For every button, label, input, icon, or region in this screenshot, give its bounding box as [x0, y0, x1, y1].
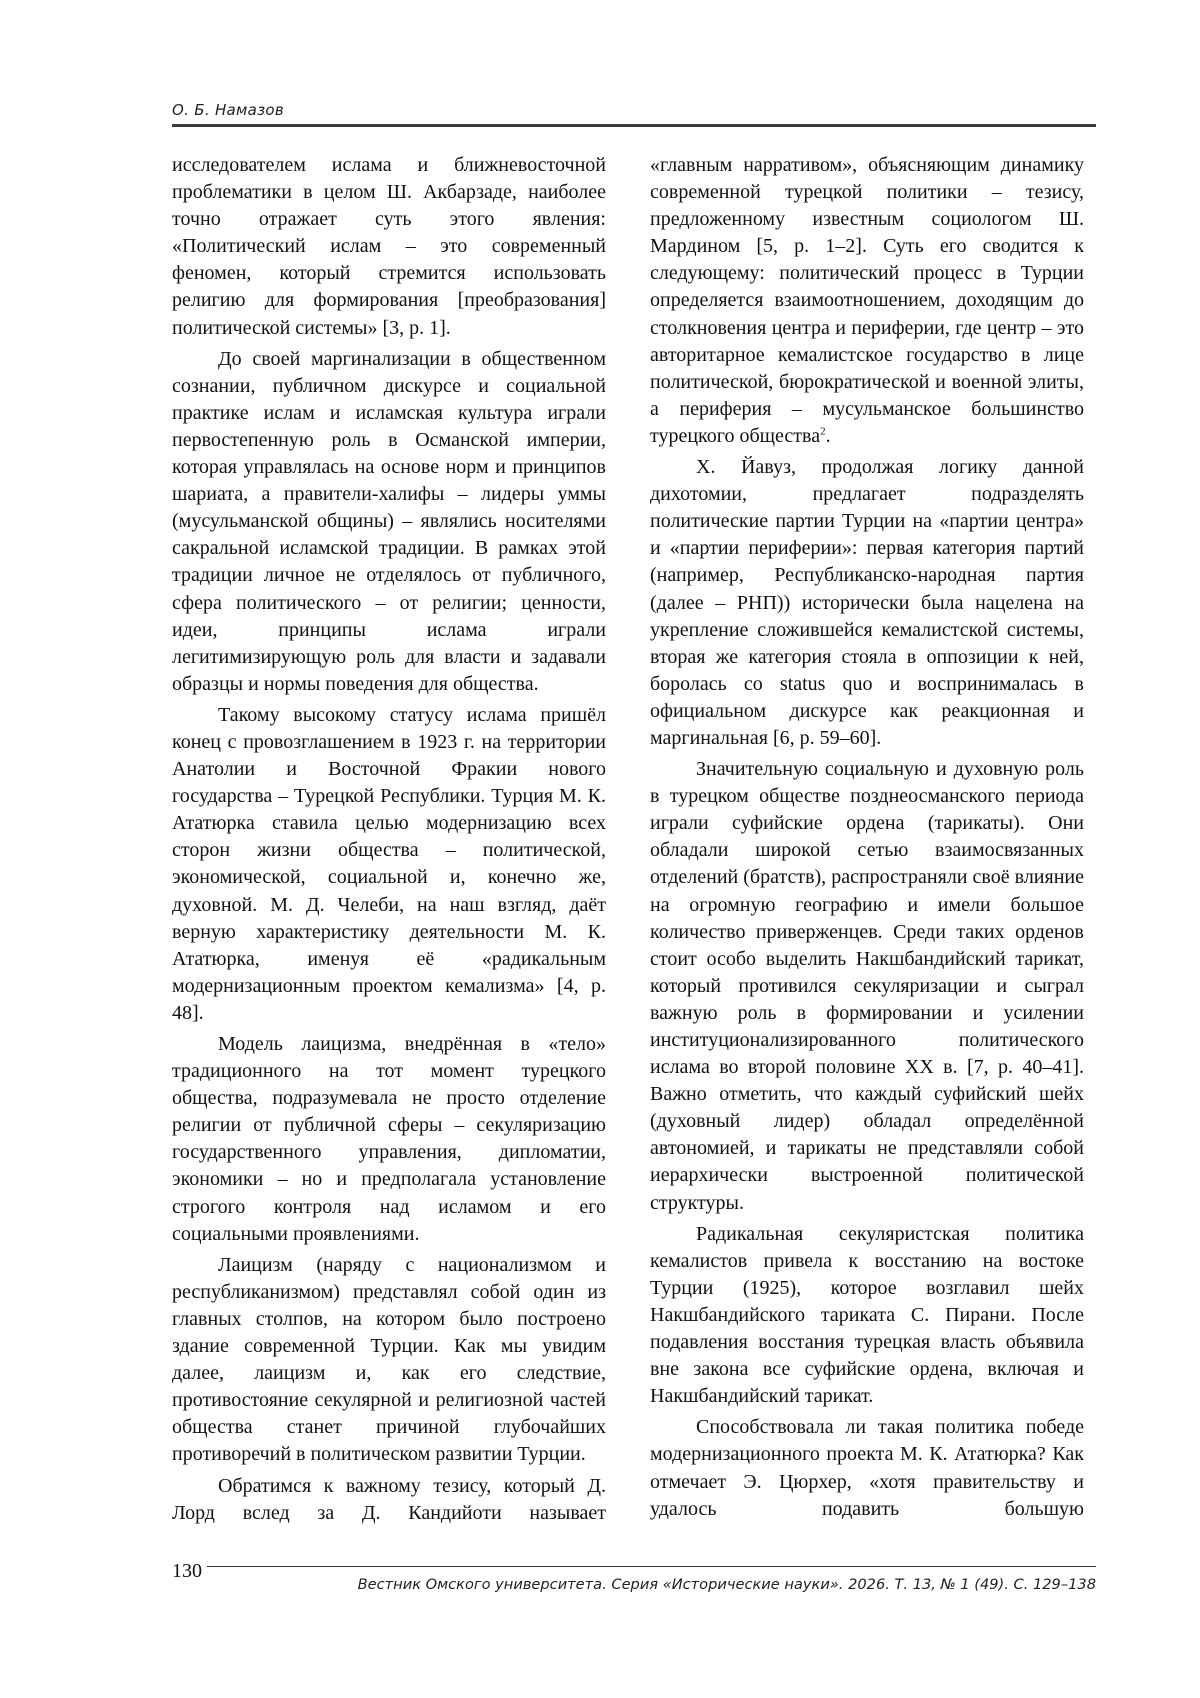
- left-column: [172, 152, 606, 1552]
- paragraph: [650, 152, 1084, 450]
- paragraph: Обратимся к важному тезису, который Д. Лорд вслед за Д. Кандийоти называет: [172, 1474, 606, 1524]
- paragraph-text: «главным нарративом», объясняющим динамику современной турецкой политики – тезису, предложенному известным социологом Ш. Мардином [5, p. 1–2]. Суть его сводится к следующему: политический процесс в Турции определяется взаимоотношением, доходящим до столкновения центра и периферии, где центр – это авторитарное кемалистское государство в лице политической, бюрократической и военной элиты, а периферия – мусульманское большинство турецкого общества: [650, 154, 1084, 447]
- header-rule: [172, 124, 1096, 127]
- paragraph: Способствовала ли такая политика победе модернизационного проекта М. К. Ататюрка? Как отмечает Э. Цюрхер, «хотя правительству и удалось подавить большую: [650, 1416, 1084, 1520]
- paragraph: Х. Йавуз, продолжая логику данной дихотомии, предлагает подразделять политические партии Турции на «партии центра» и «партии периферии»: первая категория партий (например, Республиканско-народная партия (далее – РНП)) исторически была нацелена на укрепление сложившейся кемалистской системы, вторая же категория стояла в оппозиции к ней, боролась со status quo и воспринималась в официальном дискурсе как реакционная и маргинальная [6, p. 59–60].: [650, 456, 1084, 749]
- paragraph: Такому высокому статусу ислама пришёл конец с провозглашением в 1923 г. на территории Анатолии и Восточной Фракии нового государства – Турецкой Республики. Турция М. К. Ататюрка ставила целью модернизацию всех сторон жизни общества – политической, экономической, социальной и, конечно же, духовной. М. Д. Челеби, на наш взгляд, даёт верную характеристику деятельности М. К. Ататюрка, именуя её «радикальным модернизационным проектом кемализма» [4, p. 48].: [172, 703, 606, 1024]
- paragraph: До своей маргинализации в общественном сознании, публичном дискурсе и социальной практике ислам и исламская культура играли первостепенную роль в Османской империи, которая управлялась на основе норм и принципов шариата, а правители-халифы – лидеры уммы (мусульманской общины) – являлись носителями сакральной исламской традиции. В рамках этой традиции личное не отделялось от публичного, сфера политического – от религии; ценности, идеи, принципы ислама играли легитимизирующую роль для власти и задавали образцы и нормы поведения для общества.: [172, 347, 606, 695]
- paragraph: исследователем ислама и ближневосточной проблематики в целом Ш. Акбарзаде, наиболее точно отражает суть этого явления: «Политический ислам – это современный феномен, который стремится использовать религию для формирования [преобразования] политической системы» [3, p. 1].: [172, 154, 606, 339]
- right-column: [650, 152, 1084, 1552]
- footer-rule: [207, 1566, 1096, 1567]
- journal-reference: Вестник Омского университета. Серия «Исторические науки». 2026. Т. 13, № 1 (49). С. 129–138: [357, 1576, 1096, 1593]
- page-number: 130: [172, 1560, 202, 1582]
- paragraph: Радикальная секуляристская политика кемалистов привела к восстанию на востоке Турции (1925), которое возглавил шейх Накшбандийского тариката С. Пирани. После подавления восстания турецкая власть объявила вне закона все суфийские ордена, включая и Накшбандийский тарикат.: [650, 1222, 1084, 1408]
- paragraph: Значительную социальную и духовную роль в турецком обществе позднеосманского периода играли суфийские ордена (тарикаты). Они обладали широкой сетью взаимосвязанных отделений (братств), распространяли своё влияние на огромную географию и имели большое количество приверженцев. Среди таких орденов стоит особо выделить Накшбандийский тарикат, который противился секуляризации и сыграл важную роль в формировании и усилении институционализированного политического ислама во второй половине XX в. [7, p. 40–41]. Важно отметить, что каждый суфийский шейх (духовный лидер) обладал определённой автономией, и тарикаты не представляли собой иерархически выстроенной политической структуры.: [650, 758, 1084, 1214]
- paragraph-end: .: [825, 424, 831, 447]
- running-head-author: О. Б. Намазов: [172, 101, 285, 119]
- paragraph: Лаицизм (наряду с национализмом и республиканизмом) представлял собой один из главных столпов, на котором было построено здание современной Турции. Как мы увидим далее, лаицизм и, как его следствие, противостояние секулярной и религиозной частей общества станет причиной глубочайших противоречий в политическом развитии Турции.: [172, 1253, 606, 1466]
- paragraph: Модель лаицизма, внедрённая в «тело» традиционного на тот момент турецкого общества, подразумевала не просто отделение религии от публичной сферы – секуляризацию государственного управления, дипломатии, экономики – но и предполагала установление строгого контроля над исламом и его социальными проявлениями.: [172, 1033, 606, 1245]
- footnote-mark[interactable]: 2: [820, 425, 826, 438]
